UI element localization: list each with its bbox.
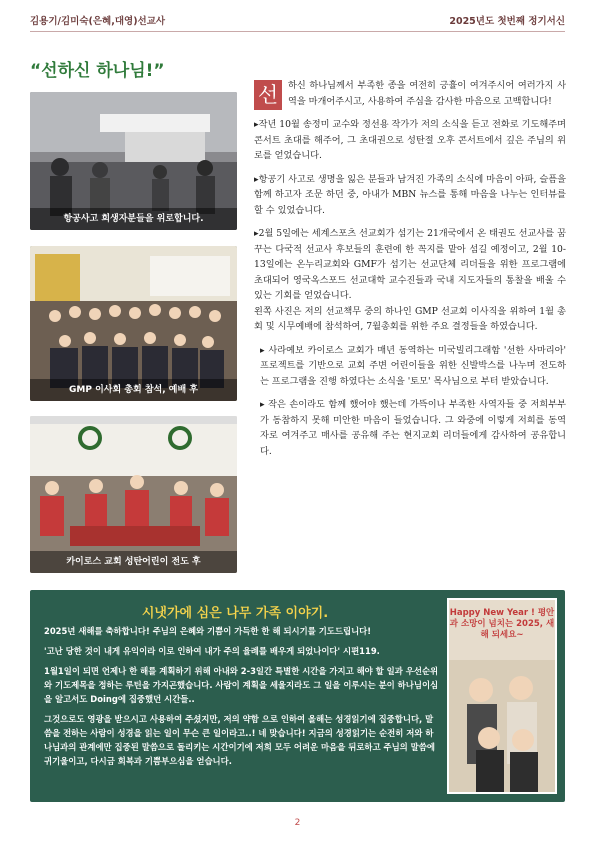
photo-caption: GMP 이사회 총회 참석, 예배 후: [30, 379, 237, 401]
page-number: 2: [294, 818, 301, 828]
photo-caption: 카이로스 교회 성탄어린이 전도 후: [30, 551, 237, 573]
article-column: [254, 78, 566, 467]
family-story-text: [44, 624, 440, 774]
photo-gmp-meeting: [30, 246, 237, 401]
photo-caption: 항공사고 희생자분들을 위로합니다.: [30, 208, 237, 230]
photo-kairos-christmas: [30, 416, 237, 573]
family-story-box: [30, 590, 565, 802]
page-header: [30, 12, 565, 32]
family-story-title: 시냇가에 심은 나무 가족 이야기.: [141, 606, 329, 621]
drop-cap: 선: [254, 80, 282, 110]
article-intro: [254, 78, 566, 109]
photo-memorial: [30, 92, 237, 230]
article-paragraph: ▸작년 10월 송정미 교수와 정선용 작가가 저의 소식을 듣고 전화로 기도해주며 콘서트 초대를 해주어, 그 초대권으로 성탄절 오후 콘서트에서 깊은 주님의 위로를 얻었습니다.: [254, 119, 566, 161]
group-photo-image: [30, 246, 237, 401]
family-paragraph: 1월1일이 되면 언제나 한 해를 계획하기 위해 아내와 2-3일간 특별한 시간을 가지고 해야 할 일과 우선순위와 기도제목을 정하는 루틴을 가지곤했습니다. 사람이 계획을 세울지라도 그 일을 이루시는 분이 하나님이심을 알고서도 Doing에 집중했던 시간들..: [44, 666, 439, 704]
page-title: “선하신 하나님!”: [30, 61, 165, 81]
article-paragraph: ▸항공기 사고로 생명을 잃은 분들과 남겨진 가족의 소식에 마음이 아파, 슬픔을 함께 하고자 조문 하던 중, 아내가 MBN 뉴스를 통해 마음을 나누는 인터뷰를 할 수 있었습니다.: [254, 173, 566, 216]
article-paragraph: 왼쪽 사진은 저의 선교책무 중의 하나인 GMP 선교회 이사직을 위하여 1월 총회 및 시무예배에 참석하여, 7월총회를 위한 주요 결정들을 하였습니다.: [254, 305, 566, 332]
article-paragraph: ▸ 작은 손이라도 함께 했어야 했는데 가뜩이나 부족한 사역자들 중 저희부부가 동참하지 못해 미안한 마음이 들었습니다. 그 와중에 이렇게 저희를 동역자로 여겨주고 매사를 공유해 주는 현지교회 리더들에게 감사하여 공유합니다.: [260, 399, 566, 457]
article-paragraph: ▸ 사라예보 카이로스 교회가 매년 동역하는 미국빌리그래함 '선한 사마리아' 프로젝트를 기반으로 교회 주변 어린이들을 위한 신발박스를 나누며 전도하는 프로그램을 진행 하였다는 소식을 '토모' 목사님으로 부터 받았습니다.: [260, 344, 566, 387]
new-year-greeting: Happy New Year ! 평안과 소망이 넘치는 2025, 새해 되세요~: [449, 608, 555, 640]
family-paragraph: 2025년 새해를 축하합니다! 주님의 은혜와 기쁨이 가득한 한 해 되시기를 기도드립니다!: [44, 626, 372, 636]
family-portrait-image: [449, 660, 555, 792]
family-paragraph: 그것으로도 영광을 받으시고 사용하여 주셨지만, 저의 약함 으로 인하여 올해는 성경읽기에 집중합니다, 말씀을 전하는 사람이 성경을 읽는 일이 무슨 큰 일이라고..! 네 맞습니다! 지금의 성경읽기는 순전히 저와 하나님과의 관계에만 집중된 말씀으로 돌리키는 시간이기에 저희 모두 어려운 마음을 뒤로하고 주님의 말씀에 귀기울이고, 다시금 회복과 기쁨부으심을 얻습니다.: [44, 714, 435, 766]
christmas-outreach-image: [30, 416, 237, 573]
header-issue: 2025년도 첫번째 정기서신: [449, 15, 565, 27]
family-paragraph: '고난 당한 것이 내게 유익이라 이로 인하여 내가 주의 율례를 배우게 되었나이다' 시편119.: [44, 646, 380, 656]
intro-text: 하신 하나님께서 부족한 종을 여전히 긍휼이 여겨주시어 여러가지 사역을 마개어주시고, 사용하여 주심을 감사한 마음으로 고백합니다!: [288, 80, 566, 107]
family-photo: [447, 598, 557, 794]
header-author: 김용기/김미숙(은혜,대영)선교사: [30, 15, 166, 27]
article-paragraph: ▸2월 5일에는 세계스포츠 선교회가 섬기는 21개국에서 온 태권도 선교사를 꿈꾸는 다국적 선교사 후보들의 훈련에 한 꼭지를 맡아 섬길 예정이고, 2월 10-13일에는 온누리교회와 GMF가 섬기는 선교단체 리더들을 위한 프로그램에 초대되어 영국옥스포드 선교대학 교수진들과 국내 지도자들의 통찰을 배울 수 있는 기회를 얻었습니다.: [254, 228, 566, 301]
